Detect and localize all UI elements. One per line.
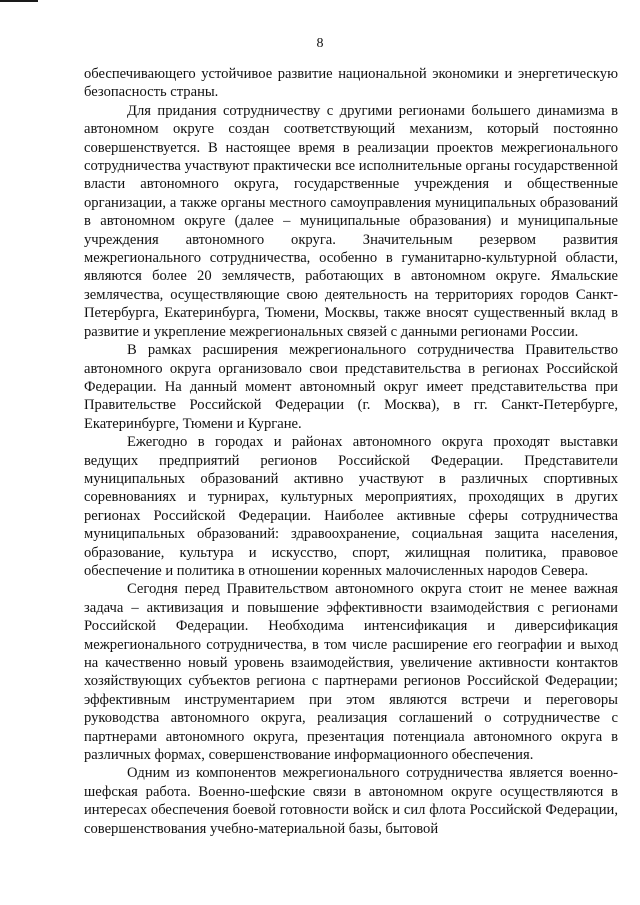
body-text: [84, 65, 618, 838]
paragraph-exhibitions: Ежегодно в городах и районах автономного округа проходят выставки ведущих предприятий регионов Российской Федерации. Представители муниципальных образований активно участвуют в различных спортивных соревнованиях и турнирах, культурных мероприятиях, проходящих в других регионах Российской Федерации. Наиболее активные сферы сотрудничества муниципальных образований: здравоохранение, социальная защита населения, образование, культура и искусство, спорт, жилищная политика, правовое обеспечение и политика в отношении коренных малочисленных народов Севера.: [84, 434, 618, 579]
paragraph-military-patronage: Одним из компонентов межрегионального сотрудничества является военно-шефская работа. Военно-шефские связи в автономном округе осуществляются в интересах обеспечения боевой готовности войск и сил флота Российской Федерации, совершенствования учебно-материальной базы, бытовой: [84, 765, 618, 837]
paragraph-representative-offices: В рамках расширения межрегионального сотрудничества Правительство автономного округа организовало свои представительства в регионах Российской Федерации. На данный момент автономный округ имеет представительства при Правительстве Российской Федерации (г. Москва), в гг. Санкт-Петербурге, Екатеринбурге, Тюмени и Кургане.: [84, 342, 618, 432]
page-number: 8: [316, 36, 324, 51]
paragraph-continuation: обеспечивающего устойчивое развитие национальной экономики и энергетическую безопасность страны.: [84, 66, 618, 101]
paragraph-cooperation-mechanism: Для придания сотрудничеству с другими регионами большего динамизма в автономном округе создан соответствующий механизм, который постоянно совершенствуется. В настоящее время в реализации проектов межрегионального сотрудничества участвуют практически все исполнительные органы государственной власти автономного округа, государственные учреждения и общественные организации, а также органы местного самоуправления муниципальных образований в автономном округе (далее – муниципальные образования) и муниципальные учреждения автономного округа. Значительным резервом развития межрегионального сотрудничества, особенно в гуманитарно-культурной области, являются более 20 землячеств, работающих в автономном округе. Ямальские землячества, осуществляющие свою деятельность на территориях городов Санкт-Петербурга, Екатеринбурга, Тюмени, Москвы, также вносят существенный вклад в развитие и укрепление межрегиональных связей с данными регионами России.: [84, 102, 618, 340]
paragraph-current-tasks: Сегодня перед Правительством автономного округа стоит не менее важная задача – активизация и повышение эффективности взаимодействия с регионами Российской Федерации. Необходима интенсификация и диверсификация межрегионального сотрудничества, в том числе расширение его географии и выход на качественно новый уровень взаимодействия, увеличение активности контактов хозяйствующих субъектов региона с партнерами регионов Российской Федерации; эффективным инструментарием при этом являются встречи и переговоры руководства автономного округа, реализация соглашений о сотрудничестве с партнерами автономного округа, презентация потенциала автономного округа в различных формах, совершенствование информационного обеспечения.: [84, 581, 618, 764]
